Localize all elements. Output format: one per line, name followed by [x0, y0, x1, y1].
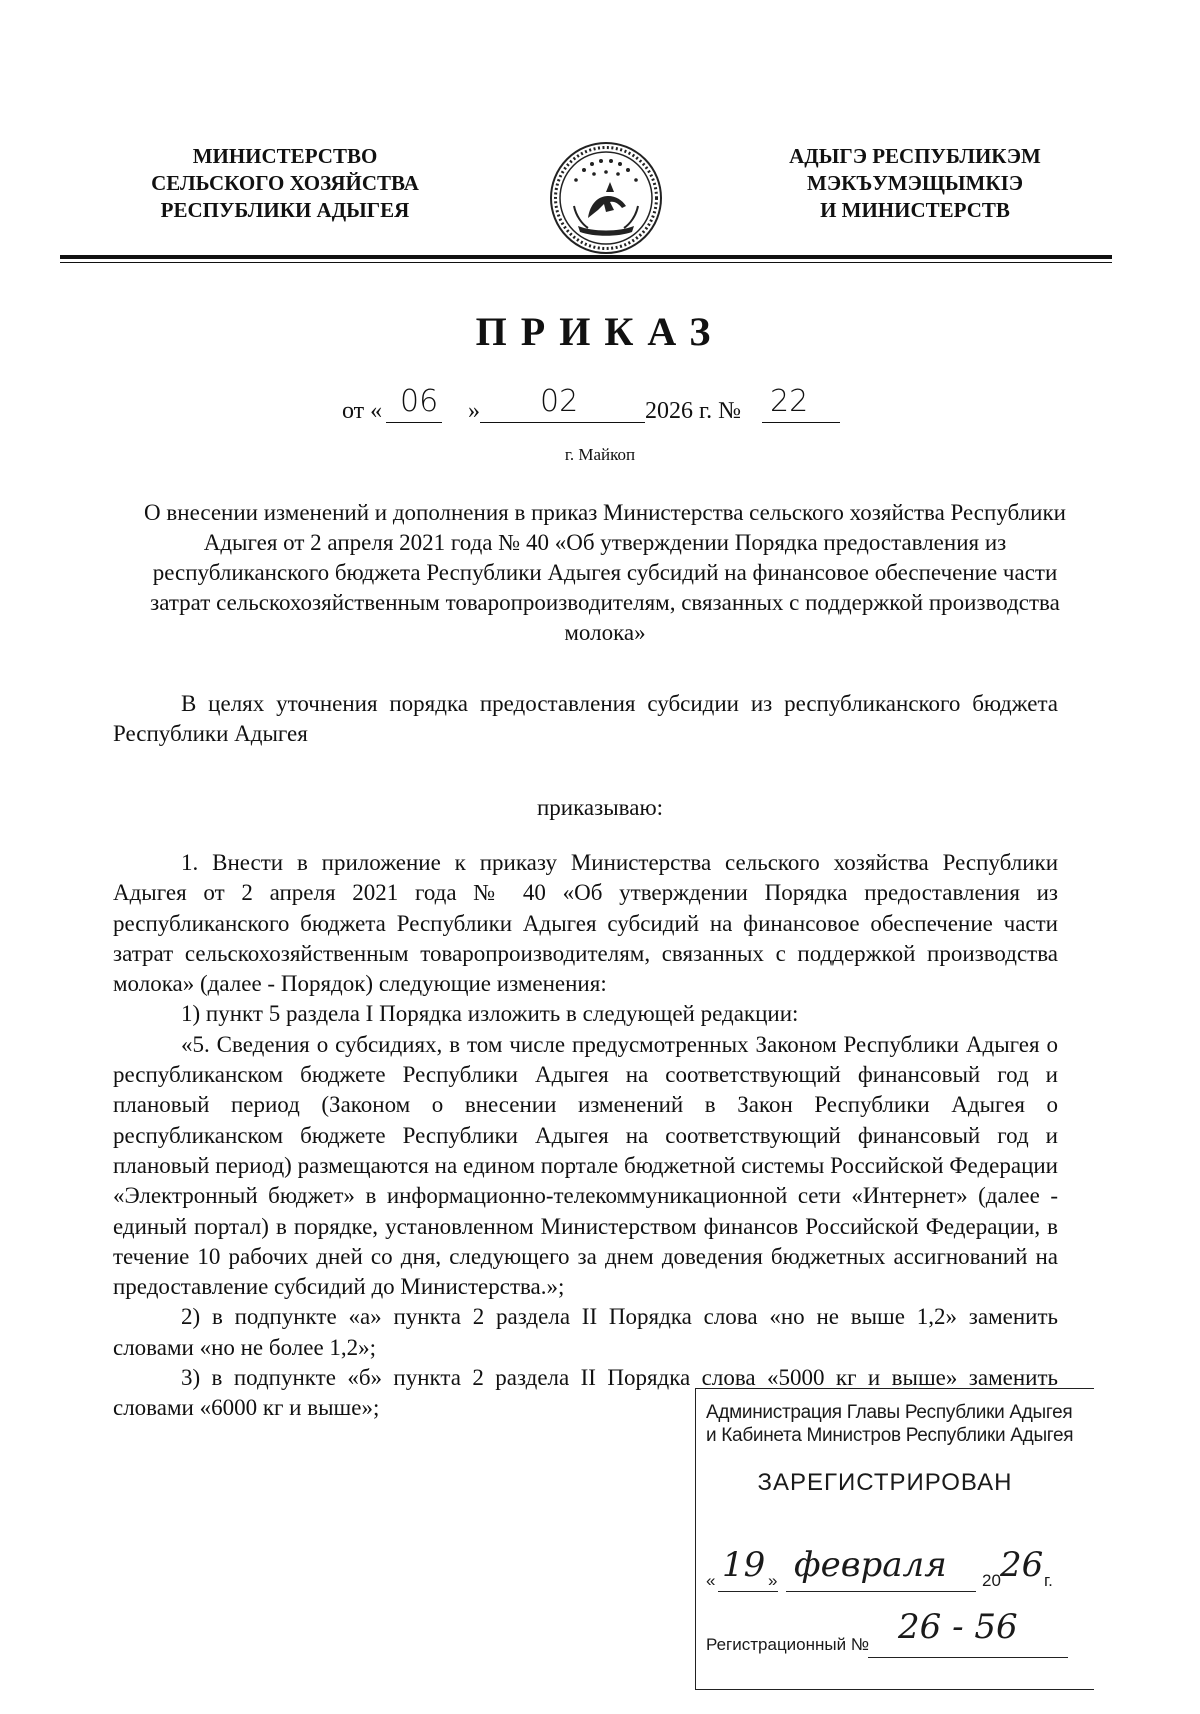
date-close-quote: » — [468, 398, 480, 424]
stamp-reg-underline — [868, 1657, 1068, 1658]
order-word: приказываю: — [536, 795, 664, 820]
ministry-name-line: И МИНИСТЕРСТВ — [820, 198, 1010, 222]
stamp-year-suffix: г. — [1044, 1571, 1053, 1590]
date-number-line — [0, 384, 1200, 428]
stamp-registration-row — [706, 1607, 1086, 1663]
handwritten-number: 22 — [770, 384, 809, 419]
stamp-handwritten-reg-number: 26 - 56 — [898, 1607, 1018, 1647]
order-items — [113, 848, 1058, 1424]
header-divider — [60, 255, 1112, 259]
order-item: 3) в подпункте «б» пункта 2 раздела II Порядка слова «5000 кг и выше» заменить словами «6000 кг и выше»; — [113, 1365, 1058, 1421]
order-item: 1) пункт 5 раздела I Порядка изложить в следующей редакции: — [181, 1001, 799, 1027]
order-subject: О внесении изменений и дополнения в приказ Министерства сельского хозяйства Республики Адыгея от 2 апреля 2021 года № 40 «Об утверждении Порядка предоставления из республиканского бюджета Республики Адыгея субсидий на финансовое обеспечение части затрат сельскохозяйственным товаропроизводителям, связанных с поддержкой производства молока» — [144, 500, 1066, 645]
document-title: ПРИКАЗ — [475, 309, 725, 354]
order-item: 1. Внести в приложение к приказу Министерства сельского хозяйства Республики Адыгея от 2 апреля 2021 года № 40 «Об утверждении Порядка предоставления из республиканского бюджета Республики Адыгея субсидий на финансовое обеспечение части затрат сельскохозяйственным товаропроизводителям, связанных с поддержкой производства молока» (далее - Порядок) следующие изменения: — [113, 850, 1058, 997]
number-underline — [762, 422, 840, 423]
day-underline — [386, 422, 442, 423]
ministry-name-line: СЕЛЬСКОГО ХОЗЯЙСТВА — [151, 171, 419, 195]
stamp-handwritten-month: февраля — [794, 1545, 947, 1585]
ministry-name-line: АДЫГЭ РЕСПУБЛИКЭМ — [789, 144, 1041, 168]
city-name: г. Майкоп — [564, 445, 636, 464]
stamp-status: ЗАРЕГИСТРИРОВАН — [757, 1469, 1013, 1496]
stamp-reg-label: Регистрационный № — [706, 1635, 870, 1654]
registration-stamp — [695, 1388, 1094, 1690]
handwritten-month: 02 — [540, 384, 579, 419]
year-and-number-label: 2026 г. № — [645, 398, 742, 424]
date-prefix: от « — [342, 398, 383, 424]
stamp-day-underline — [718, 1591, 778, 1592]
ministry-name-line: МИНИСТЕРСТВО — [192, 144, 378, 168]
stamp-org-line: и Кабинета Министров Республики Адыгея — [706, 1425, 1074, 1446]
handwritten-day: 06 — [400, 384, 439, 419]
stamp-org-line: Администрация Главы Республики Адыгея — [706, 1402, 1073, 1423]
order-item: 2) в подпункте «а» пункта 2 раздела II Порядка слова «но не выше 1,2» заменить словами «но не более 1,2»; — [113, 1304, 1058, 1360]
stamp-handwritten-day: 19 — [722, 1545, 766, 1585]
stamp-handwritten-year: 26 — [1000, 1545, 1044, 1585]
header-divider-thin — [60, 262, 1112, 263]
stamp-organization — [706, 1401, 1094, 1447]
month-underline — [480, 422, 645, 423]
ministry-name-russian — [110, 143, 460, 224]
ministry-name-adyghe — [755, 143, 1075, 224]
stamp-year-prefix: 20 — [982, 1571, 1001, 1590]
stamp-date-row — [706, 1547, 1086, 1593]
stamp-open-quote: « — [706, 1571, 716, 1590]
ministry-name-line: РЕСПУБЛИКИ АДЫГЕЯ — [160, 198, 410, 222]
order-item: «5. Сведения о субсидиях, в том числе предусмотренных Законом Республики Адыгея о республиканском бюджете Республики Адыгея на соответствующий финансовый год и плановый период (Законом о внесении изменений в Закон Республики Адыгея о республиканском бюджете Республики Адыгея на соответствующий финансовый год и плановый период) размещаются на едином портале бюджетной системы Российской Федерации «Электронный бюджет» в информационно-телекоммуникационной сети «Интернет» (далее - единый портал) в порядке, установленном Министерством финансов Российской Федерации, в течение 10 рабочих дней со дня, следующего за днем доведения бюджетных ассигнований на предоставление субсидий до Министерства.»; — [113, 1031, 1058, 1300]
coat-of-arms-icon — [548, 140, 664, 256]
stamp-month-underline — [786, 1591, 976, 1592]
preamble: В целях уточнения порядка предоставления субсидии из республиканского бюджета Республики Адыгея — [113, 691, 1058, 747]
ministry-name-line: МЭКЪУМЭЩЫМКIЭ — [807, 171, 1023, 195]
stamp-close-quote: » — [768, 1571, 778, 1590]
